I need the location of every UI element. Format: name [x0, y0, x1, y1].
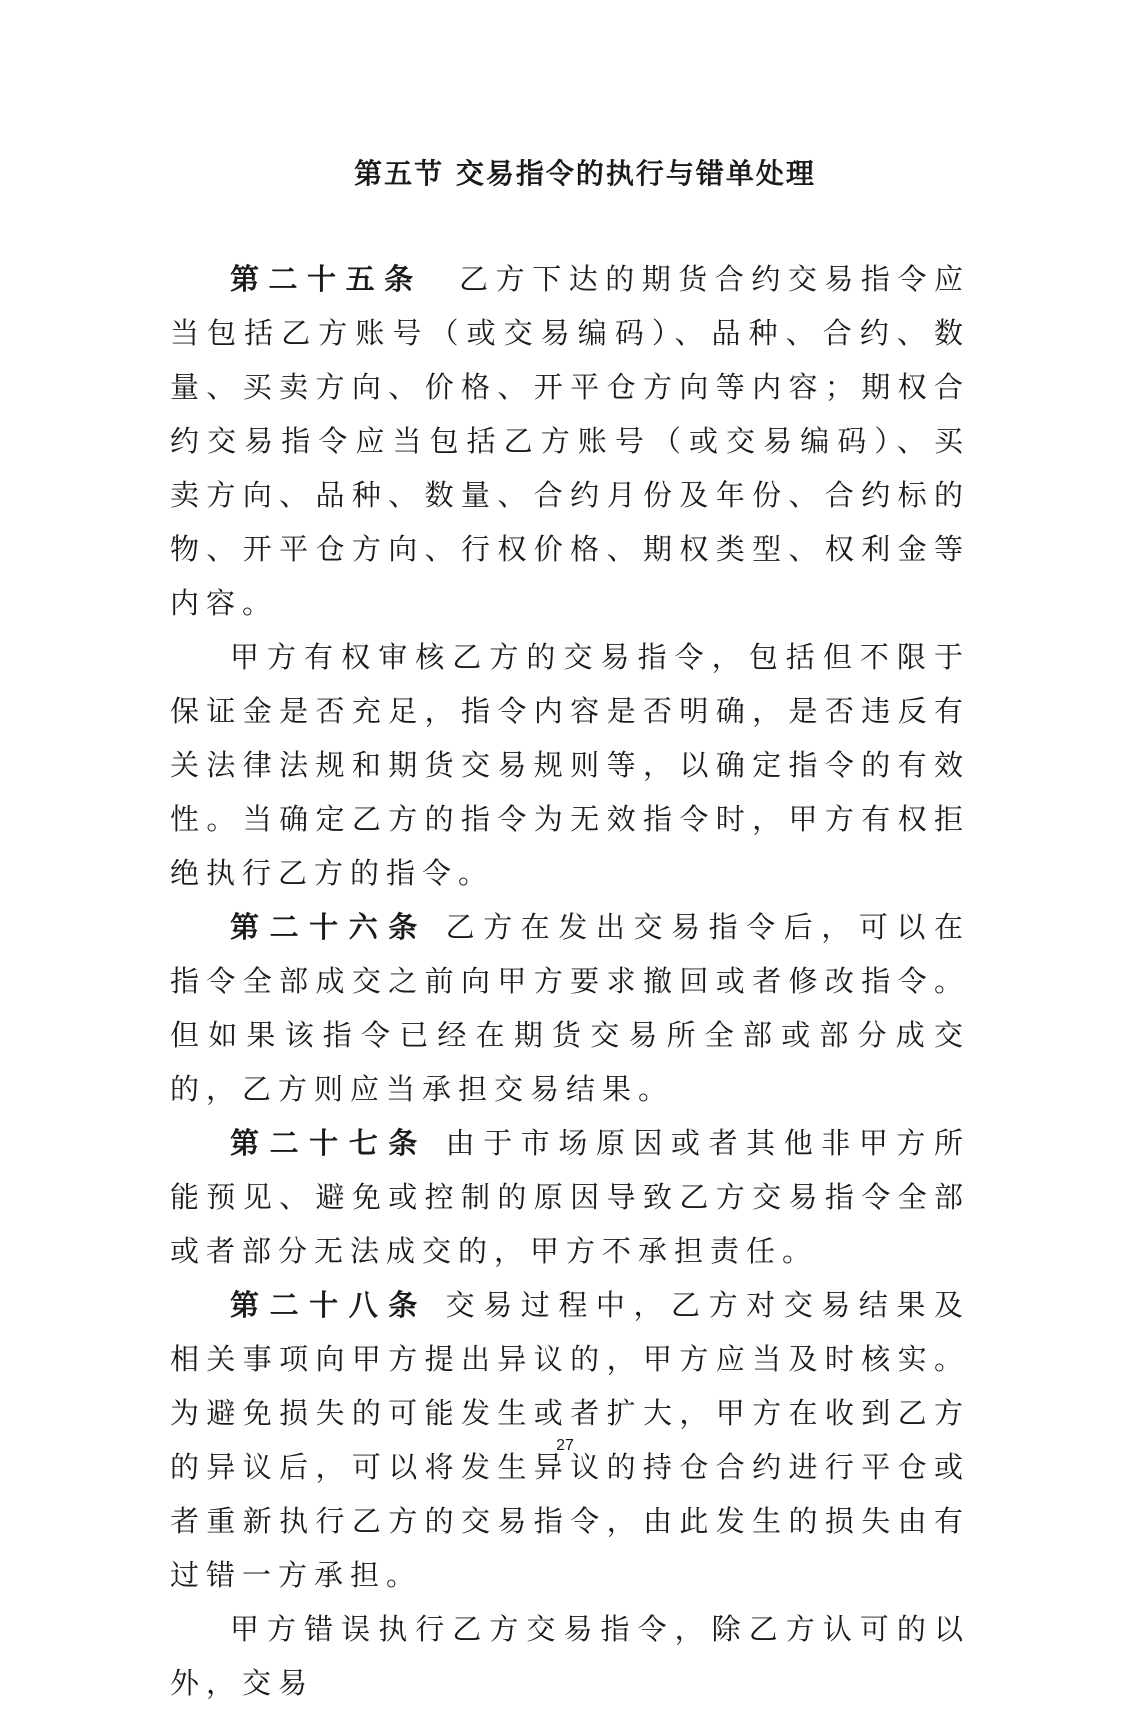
article-label: 第二十五条 [230, 262, 423, 296]
body-text [170, 252, 970, 1710]
paragraph-text: 甲方有权审核乙方的交易指令，包括但不限于保证金是否充足，指令内容是否明确，是否违反有关法律法规和期货交易规则等，以确定指令的有效性。当确定乙方的指令为无效指令时，甲方有权拒绝执行乙方的指令。 [170, 640, 970, 890]
article-text: 乙方在发出交易指令后，可以在指令全部成交之前向甲方要求撤回或者修改指令。但如果该指令已经在期货交易所全部或部分成交的，乙方则应当承担交易结果。 [170, 910, 970, 1106]
paragraph-text: 甲方错误执行乙方交易指令，除乙方认可的以外，交易 [170, 1612, 970, 1700]
article-25-paragraph [170, 252, 970, 630]
article-27-paragraph [170, 1116, 970, 1278]
article-text: 由于市场原因或者其他非甲方所能预见、避免或控制的原因导致乙方交易指令全部或者部分无法成交的，甲方不承担责任。 [170, 1126, 970, 1268]
error-execution-paragraph [170, 1602, 970, 1710]
review-paragraph [170, 630, 970, 900]
article-text: 乙方下达的期货合约交易指令应当包括乙方账号（或交易编码）、品种、合约、数量、买卖方向、价格、开平仓方向等内容；期权合约交易指令应当包括乙方账号（或交易编码）、买卖方向、品种、数量、合约月份及年份、合约标的物、开平仓方向、行权价格、期权类型、权利金等内容。 [170, 262, 970, 620]
section-title: 第五节 交易指令的执行与错单处理 [354, 157, 816, 190]
article-label: 第二十七条 [230, 1126, 428, 1160]
page-number: 27 [556, 1437, 574, 1454]
article-26-paragraph [170, 900, 970, 1116]
article-label: 第二十八条 [230, 1288, 428, 1322]
article-label: 第二十六条 [230, 910, 428, 944]
article-text: 交易过程中，乙方对交易结果及相关事项向甲方提出异议的，甲方应当及时核实。为避免损失的可能发生或者扩大，甲方在收到乙方的异议后，可以将发生异议的持仓合约进行平仓或者重新执行乙方的交易指令，由此发生的损失由有过错一方承担。 [170, 1288, 970, 1592]
